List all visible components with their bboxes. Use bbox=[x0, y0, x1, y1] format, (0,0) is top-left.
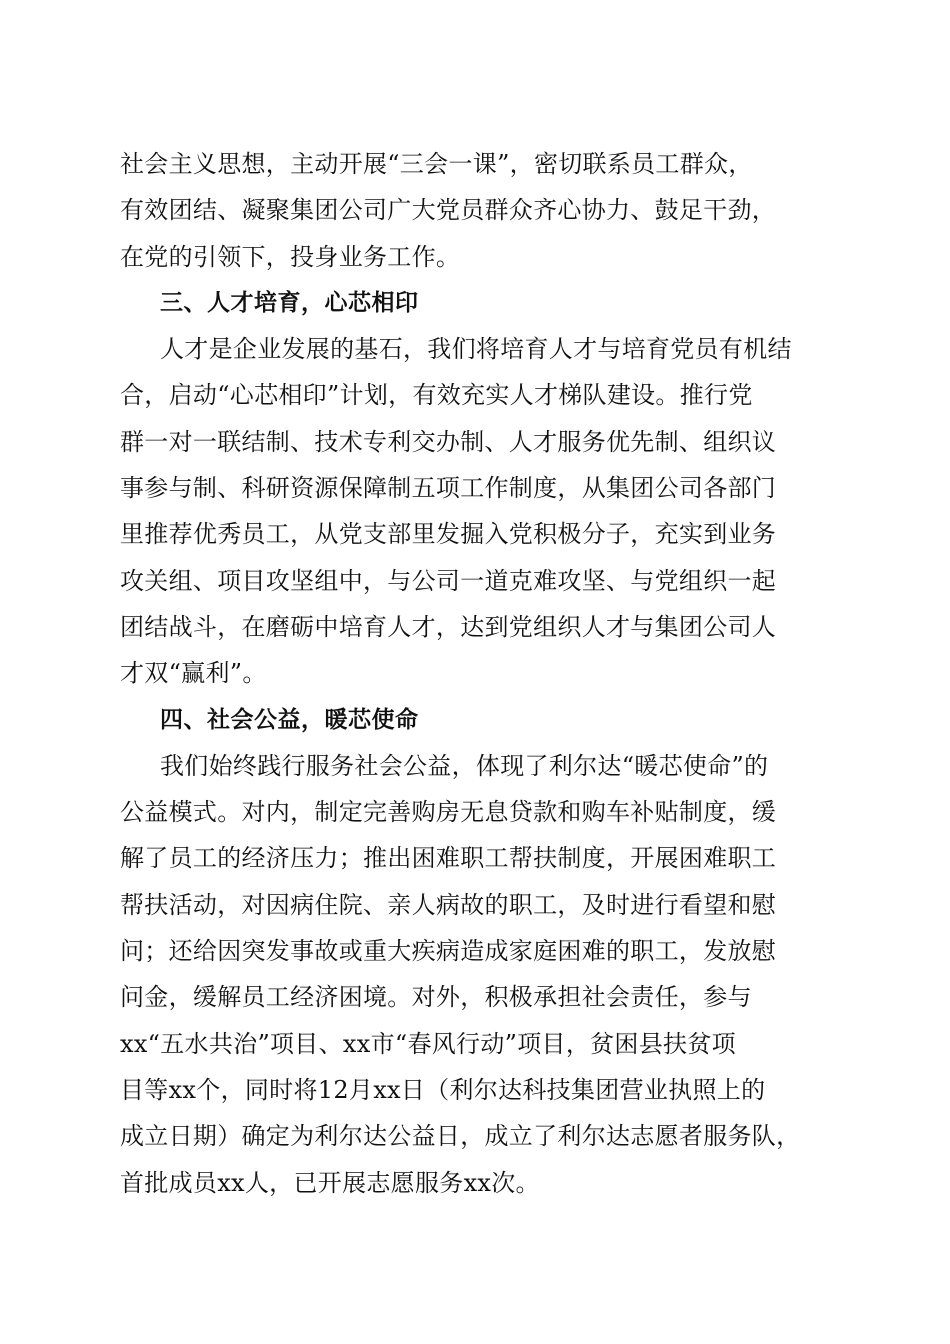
paragraph-line: 目等xx个，同时将12月xx日（利尔达科技集团营业执照上的 bbox=[120, 1075, 766, 1104]
paragraph-line: 攻关组、项目攻坚组中，与公司一道克难攻坚、与党组织一起 bbox=[120, 566, 777, 595]
paragraph-line: 在党的引领下，投身业务工作。 bbox=[120, 242, 461, 271]
paragraph-line: 公益模式。对内，制定完善购房无息贷款和购车补贴制度，缓 bbox=[120, 798, 777, 827]
document-body bbox=[120, 141, 825, 1206]
paragraph-first-line: 我们始终践行服务社会公益，体现了利尔达“暖芯使命”的 bbox=[160, 751, 769, 780]
paragraph-line: 帮扶活动，对因病住院、亲人病故的职工，及时进行看望和慰 bbox=[120, 890, 777, 919]
paragraph-line: 合，启动“心芯相印”计划，有效充实人才梯队建设。推行党 bbox=[120, 381, 753, 410]
paragraph-line: 群一对一联结制、技术专利交办制、人才服务优先制、组织议 bbox=[120, 427, 777, 456]
paragraph-line: 有效团结、凝聚集团公司广大党员群众齐心协力、鼓足干劲， bbox=[120, 196, 777, 225]
paragraph-line: 问金，缓解员工经济困境。对外，积极承担社会责任，参与 bbox=[120, 983, 752, 1012]
paragraph-line: 才双“赢利”。 bbox=[120, 659, 267, 688]
paragraph-line: 事参与制、科研资源保障制五项工作制度，从集团公司各部门 bbox=[120, 474, 777, 503]
paragraph-line: 解了员工的经济压力；推出困难职工帮扶制度，开展困难职工 bbox=[120, 844, 777, 873]
paragraph-line: 问；还给因突发事故或重大疾病造成家庭困难的职工，发放慰 bbox=[120, 937, 777, 966]
paragraph-line: 首批成员xx人，已开展志愿服务xx次。 bbox=[120, 1168, 540, 1197]
section-heading-3: 三、人才培育，心芯相印 bbox=[160, 289, 419, 316]
paragraph-line: xx“五水共治”项目、xx市“春风行动”项目，贫困县扶贫项 bbox=[120, 1029, 736, 1058]
section-heading-4: 四、社会公益，暖芯使命 bbox=[160, 706, 419, 733]
paragraph-line: 里推荐优秀员工，从党支部里发掘入党积极分子，充实到业务 bbox=[120, 520, 777, 549]
paragraph-line: 社会主义思想，主动开展“三会一课”，密切联系员工群众， bbox=[120, 150, 753, 178]
paragraph-line: 成立日期）确定为利尔达公益日，成立了利尔达志愿者服务队， bbox=[120, 1122, 801, 1151]
paragraph-first-line: 人才是企业发展的基石，我们将培育人才与培育党员有机结 bbox=[160, 335, 792, 364]
paragraph-line: 团结战斗，在磨砺中培育人才，达到党组织人才与集团公司人 bbox=[120, 612, 777, 641]
